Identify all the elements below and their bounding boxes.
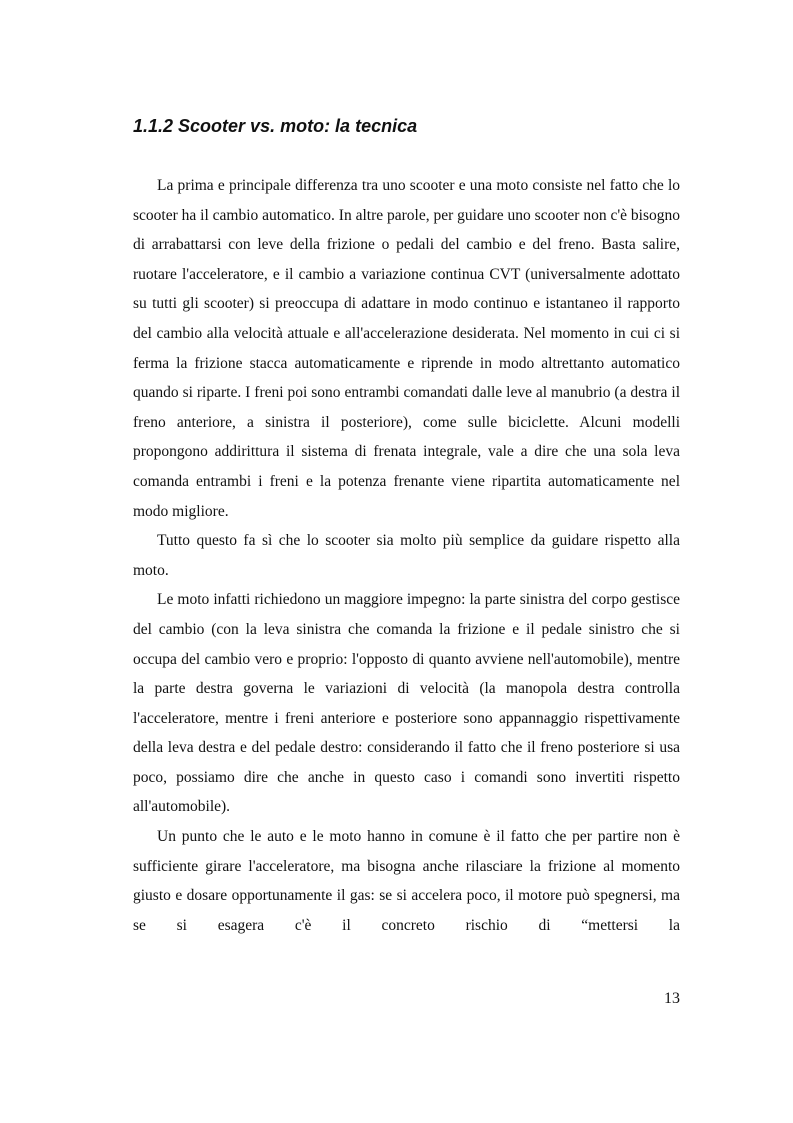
paragraph-clutch: Un punto che le auto e le moto hanno in comune è il fatto che per partire non è sufficiente girare l'acceleratore, ma bisogna anche rilasciare la frizione al momento giusto e dosare opportunamente il gas: se si accelera poco, il motore può spegnersi, ma se si esagera c'è il concreto rischio di “mettersi la	[133, 828, 680, 934]
paragraph-cvt: La prima e principale differenza tra uno scooter e una moto consiste nel fatto che lo scooter ha il cambio automatico. In altre parole, per guidare uno scooter non c'è bisogno di arrabattarsi con leve della frizione o pedali del cambio e del freno. Basta salire, ruotare l'acceleratore, e il cambio a variazione continua CVT (universalmente adottato su tutti gli scooter) si preoccupa di adattare in modo continuo e istantaneo il rapporto del cambio alla velocità attuale e all'accelerazione desiderata. Nel momento in cui ci si ferma la frizione stacca automaticamente e riprende in modo altrettanto automatico quando si riparte. I freni poi sono entrambi comandati dalle leve al manubrio (a destra il freno anteriore, a sinistra il posteriore), come sulle biciclette. Alcuni modelli propongono addirittura il sistema di frenata integrale, vale a dire che una sola leva comanda entrambi i freni e la potenza frenante viene ripartita automaticamente nel modo migliore.	[133, 177, 680, 520]
paragraph-simplicity: Tutto questo fa sì che lo scooter sia molto più semplice da guidare rispetto alla moto.	[133, 532, 680, 579]
page-number: 13	[664, 990, 680, 1007]
paragraph-motorcycle-controls: Le moto infatti richiedono un maggiore impegno: la parte sinistra del corpo gestisce del cambio (con la leva sinistra che comanda la frizione e il pedale sinistro che si occupa del cambio vero e proprio: l'opposto di quanto avviene nell'automobile), mentre la parte destra governa le variazioni di velocità (la manopola destra controlla l'acceleratore, mentre i freni anteriore e posteriore sono appannaggio rispettivamente della leva destra e del pedale destro: considerando il fatto che il freno posteriore si usa poco, possiamo dire che anche in questo caso i comandi sono invertiti rispetto all'automobile).	[133, 591, 680, 816]
section-heading: 1.1.2 Scooter vs. moto: la tecnica	[133, 116, 418, 136]
body-text	[133, 171, 680, 940]
